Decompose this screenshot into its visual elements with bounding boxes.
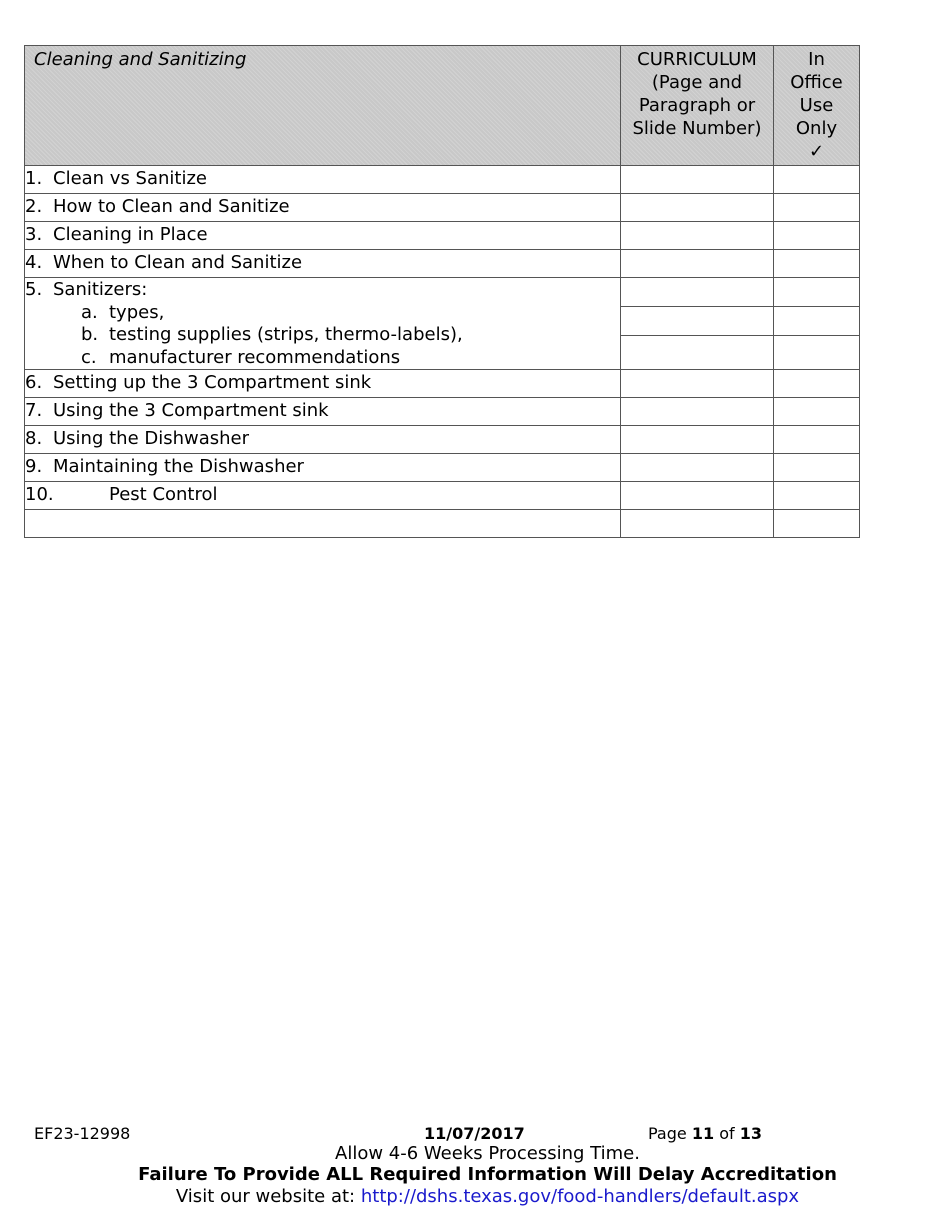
- item-label: Pest Control: [109, 484, 218, 505]
- table-row: 8. Using the Dishwasher: [25, 426, 860, 454]
- office-use-cell: [774, 370, 860, 398]
- curriculum-cell[interactable]: [621, 454, 774, 482]
- item-label: Sanitizers:: [53, 279, 148, 300]
- curriculum-cell[interactable]: [621, 278, 773, 307]
- item-label: Setting up the 3 Compartment sink: [53, 372, 372, 393]
- office-use-cell: [774, 336, 859, 368]
- sub-item-label: manufacturer recommendations: [109, 346, 401, 368]
- page-number: Page 11 of 13: [648, 1124, 762, 1143]
- curriculum-cell[interactable]: [621, 250, 774, 278]
- website-line: Visit our website at: http://dshs.texas.gov/food-handlers/default.aspx: [175, 1186, 800, 1207]
- item-label: Cleaning in Place: [53, 224, 208, 245]
- office-use-cell: [774, 307, 859, 336]
- checkmark-icon: ✓: [808, 141, 825, 162]
- table-header-row: [25, 46, 860, 166]
- curriculum-cell[interactable]: [621, 398, 774, 426]
- office-use-cell: [774, 398, 860, 426]
- table-row: 5. Sanitizers: a. types, b. testing supplies (strips, thermo-labels), c. manufacturer recommendations: [25, 278, 860, 370]
- sub-item-label: types,: [109, 301, 165, 323]
- curriculum-cell[interactable]: [621, 426, 774, 454]
- table-row: 6. Setting up the 3 Compartment sink: [25, 370, 860, 398]
- office-use-cell: [774, 482, 860, 510]
- office-use-cell: [774, 426, 860, 454]
- section-title: Cleaning and Sanitizing: [25, 46, 621, 166]
- office-use-cell: [774, 166, 860, 194]
- item-label: Maintaining the Dishwasher: [53, 456, 304, 477]
- table-row-empty: [25, 510, 860, 538]
- office-use-cell: [774, 510, 860, 538]
- office-use-cell: [774, 250, 860, 278]
- table-row: 7. Using the 3 Compartment sink: [25, 398, 860, 426]
- processing-notice: Allow 4-6 Weeks Processing Time.: [335, 1143, 640, 1164]
- table-row: 4. When to Clean and Sanitize: [25, 250, 860, 278]
- table-row: 2. How to Clean and Sanitize: [25, 194, 860, 222]
- office-use-cell: [774, 454, 860, 482]
- office-use-cell-group: [774, 278, 860, 370]
- curriculum-cell[interactable]: [621, 307, 773, 336]
- table-row: 1. Clean vs Sanitize: [25, 166, 860, 194]
- curriculum-cell[interactable]: [621, 166, 774, 194]
- item-label: When to Clean and Sanitize: [53, 252, 303, 273]
- office-use-cell: [774, 278, 859, 307]
- curriculum-column-header: CURRICULUM (Page and Paragraph or Slide Number): [621, 46, 774, 166]
- table-row: 10. Pest Control: [25, 482, 860, 510]
- form-id: EF23-12998: [34, 1124, 131, 1143]
- curriculum-cell[interactable]: [621, 194, 774, 222]
- item-label: Using the 3 Compartment sink: [53, 400, 329, 421]
- item-label: Clean vs Sanitize: [53, 168, 208, 189]
- sub-item-label: testing supplies (strips, thermo-labels),: [109, 324, 463, 345]
- curriculum-cell-group: [621, 278, 774, 370]
- item-label: How to Clean and Sanitize: [53, 196, 290, 217]
- curriculum-cell[interactable]: [621, 336, 773, 368]
- curriculum-cell[interactable]: [621, 222, 774, 250]
- office-use-cell: [774, 194, 860, 222]
- curriculum-cell[interactable]: [621, 482, 774, 510]
- footer-meta: [0, 1124, 950, 1144]
- warning-notice: Failure To Provide ALL Required Information Will Delay Accreditation: [138, 1164, 837, 1185]
- website-link[interactable]: http://dshs.texas.gov/food-handlers/default.aspx: [360, 1186, 800, 1207]
- office-use-column-header: In Office Use Only ✓: [774, 46, 860, 166]
- empty-item-cell[interactable]: [25, 510, 621, 538]
- curriculum-cell[interactable]: [621, 510, 774, 538]
- curriculum-table: [24, 45, 860, 538]
- office-use-cell: [774, 222, 860, 250]
- item-label: Using the Dishwasher: [53, 428, 250, 449]
- curriculum-cell[interactable]: [621, 370, 774, 398]
- table-row: 9. Maintaining the Dishwasher: [25, 454, 860, 482]
- form-date: 11/07/2017: [424, 1124, 525, 1143]
- table-row: 3. Cleaning in Place: [25, 222, 860, 250]
